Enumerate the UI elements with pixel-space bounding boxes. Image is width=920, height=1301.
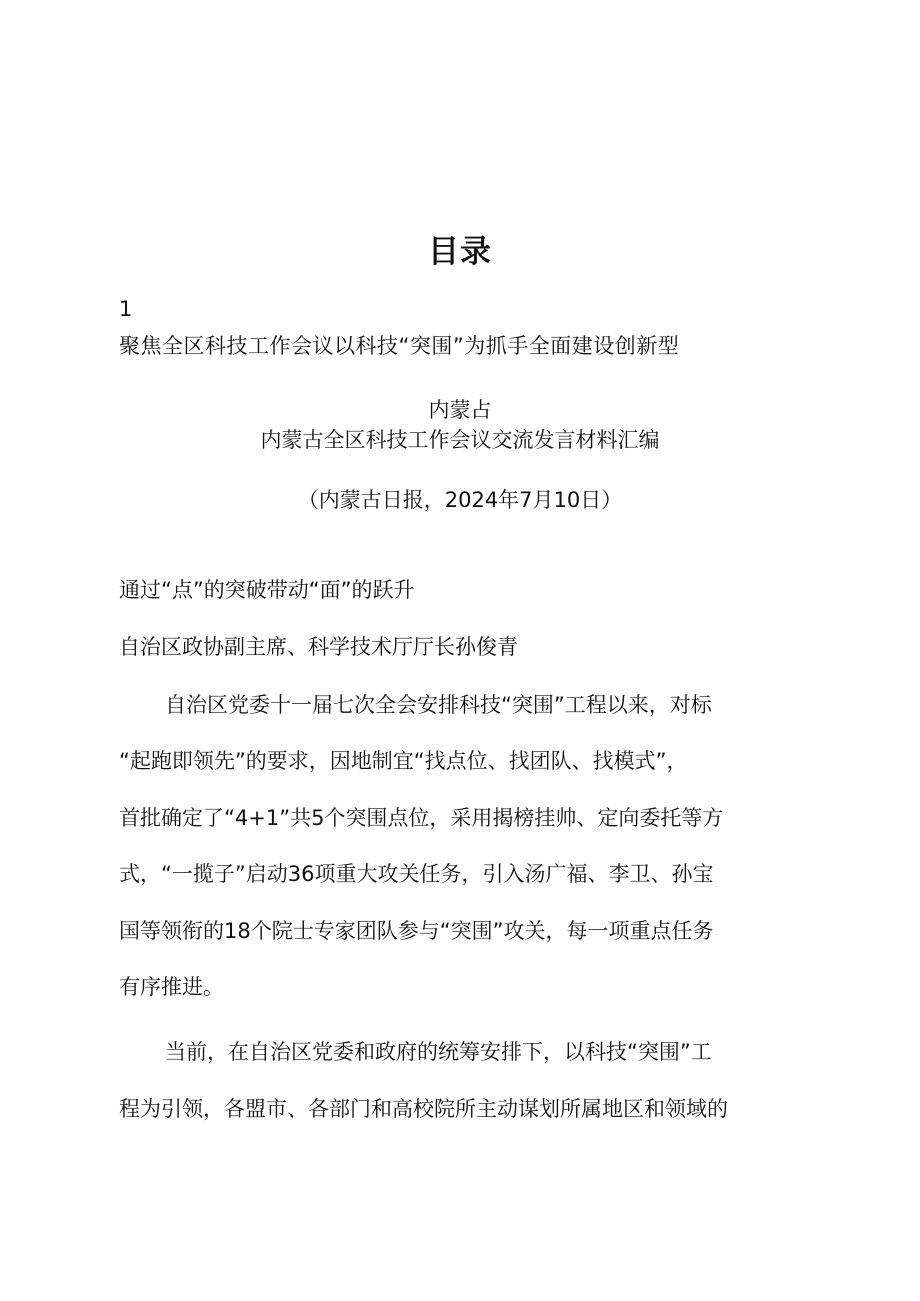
- paragraph1-line: “起跑即领先”的要求，因地制宜“找点位、找团队、找模式”，: [119, 749, 688, 773]
- paragraph2-line: 程为引领，各盟市、各部门和高校院所主动谋划所属地区和领域的: [119, 1097, 728, 1121]
- paragraph1-line: 国等领衔的18个院士专家团队参与“突围”攻关，每一项重点任务: [119, 919, 714, 943]
- toc-title: 目录: [428, 234, 492, 270]
- source-collection: 内蒙古全区科技工作会议交流发言材料汇编: [260, 428, 660, 452]
- toc-entry-number: 1: [119, 297, 133, 321]
- source-region: 内蒙占: [428, 398, 492, 422]
- paragraph1-line: 自治区党委十一届七次全会安排科技“突围”工程以来，对标: [165, 693, 712, 717]
- dateline: （内蒙古日报，2024年7月10日）: [297, 488, 623, 512]
- article-headline: 通过“点”的突破带动“面”的跃升: [119, 578, 415, 602]
- paragraph1-line: 式，“一揽子”启动36项重大攻关任务，引入汤广福、李卫、孙宝: [119, 862, 714, 886]
- paragraph1-line: 首批确定了“4+1”共5个突围点位，采用揭榜挂帅、定向委托等方: [119, 806, 724, 830]
- paragraph2-line: 当前，在自治区党委和政府的统筹安排下，以科技“突围”工: [165, 1040, 712, 1064]
- paragraph1-line: 有序推进。: [119, 975, 224, 999]
- toc-entry-title[interactable]: 聚焦全区科技工作会议以科技“突围”为抓手全面建设创新型: [119, 334, 680, 358]
- article-byline: 自治区政协副主席、科学技术厅厅长孙俊青: [119, 635, 518, 659]
